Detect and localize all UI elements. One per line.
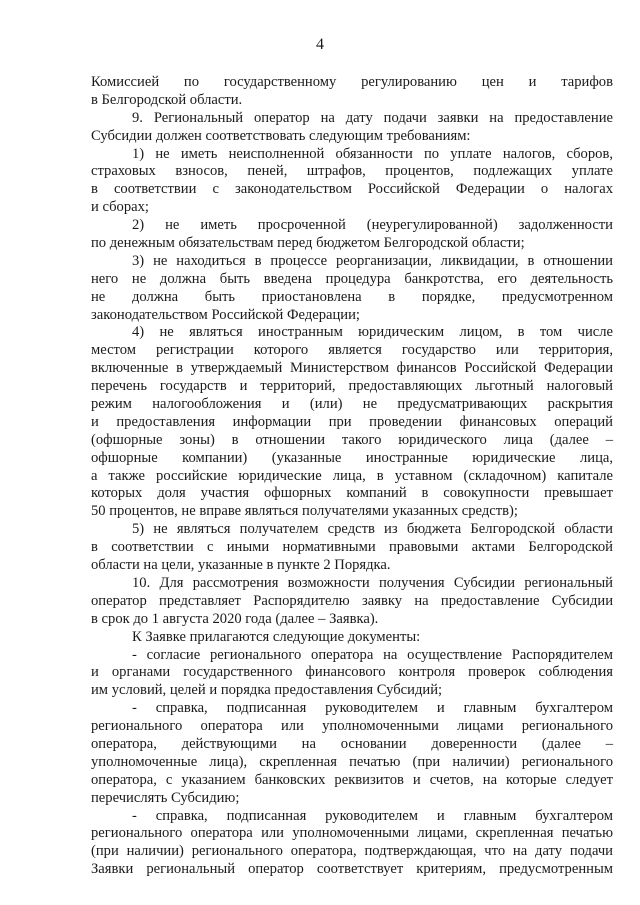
text-line: перечислять Субсидию; — [91, 789, 240, 806]
text-line: а также российские юридические лица, в уставном (складочном) капитале — [91, 467, 613, 484]
text-line: не должна быть приостановлена в порядке, предусмотренном — [91, 288, 613, 305]
text-line: 10. Для рассмотрения возможности получения Субсидии региональный — [132, 574, 613, 591]
text-line: перечень государств и территорий, предоставляющих льготный налоговый — [91, 378, 613, 395]
text-line: местом регистрации которого является государство или территория, — [91, 342, 613, 359]
text-line: оператор представляет Распорядителю заявку на предоставление Субсидии — [91, 592, 613, 609]
document-body — [91, 74, 613, 879]
text-line: в соответствии с законодательством Российской Федерации о налогах — [91, 181, 613, 198]
text-line: регионального оператора или уполномоченными лицами регионального — [91, 718, 613, 735]
text-line: оператора, с указанием банковских реквизитов и счетов, на которые следует — [91, 771, 613, 788]
text-line: 5) не являться получателем средств из бюджета Белгородской области — [132, 521, 613, 538]
text-line: в Белгородской области. — [91, 91, 243, 108]
text-line: - согласие регионального оператора на осуществление Распорядителем — [132, 646, 613, 663]
text-line: которых доля участия офшорных компаний в совокупности превышает — [91, 485, 613, 502]
text-line: законодательством Российской Федерации; — [91, 306, 360, 323]
text-line: офшорные компании) (указанные иностранные юридические лица, — [91, 449, 613, 466]
text-line: и сборах; — [91, 199, 149, 216]
text-line: - справка, подписанная руководителем и главным бухгалтером — [132, 700, 613, 717]
text-line: по денежным обязательствам перед бюджетом Белгородской области; — [91, 235, 525, 252]
text-line: - справка, подписанная руководителем и главным бухгалтером — [132, 807, 613, 824]
text-line: (офшорные зоны) в отношении такого юридического лица (далее – — [91, 431, 613, 448]
text-line: области на цели, указанные в пункте 2 Порядка. — [91, 557, 391, 574]
text-line: регионального оператора или уполномоченными лицами, скрепленная печатью — [91, 825, 613, 842]
text-line: им условий, целей и порядка предоставления Субсидий; — [91, 682, 443, 699]
text-line: Заявки региональный оператор соответствует критериям, предусмотренным — [91, 861, 613, 878]
text-line: (при наличии) регионального оператора, подтверждающая, что на дату подачи — [91, 843, 613, 860]
text-line: и предоставления информации при проведении финансовых операций — [91, 413, 613, 430]
text-line: уполномоченные лица), скрепленная печатью (при наличии) регионального — [91, 753, 613, 770]
text-line: 9. Региональный оператор на дату подачи заявки на предоставление — [132, 109, 613, 126]
text-line: 2) не иметь просроченной (неурегулированной) задолженности — [132, 217, 613, 234]
text-line: и органами государственного финансового контроля проверок соблюдения — [91, 664, 613, 681]
text-line: него не должна быть введена процедура банкротства, его деятельность — [91, 270, 613, 287]
text-line: в срок до 1 августа 2020 года (далее – Заявка). — [91, 610, 379, 627]
text-line: режим налогообложения и (или) не предусматривающих раскрытия — [91, 396, 613, 413]
page-number: 4 — [316, 36, 324, 53]
text-line: 50 процентов, не вправе являться получателями указанных средств); — [91, 503, 518, 520]
text-line: 4) не являться иностранным юридическим лицом, в том числе — [132, 324, 613, 341]
text-line: Комиссией по государственному регулированию цен и тарифов — [91, 74, 613, 90]
text-line: Субсидии должен соответствовать следующим требованиям: — [91, 127, 471, 144]
text-line: включенные в утверждаемый Министерством финансов Российской Федерации — [91, 360, 613, 377]
text-line: страховых взносов, пеней, штрафов, процентов, подлежащих уплате — [91, 163, 613, 180]
text-line: в соответствии с иными нормативными правовыми актами Белгородской — [91, 539, 613, 556]
text-line: 1) не иметь неисполненной обязанности по уплате налогов, сборов, — [132, 145, 613, 162]
text-line: 3) не находиться в процессе реорганизации, ликвидации, в отношении — [132, 252, 613, 269]
text-line: оператора, действующими на основании доверенности (далее – — [91, 735, 613, 752]
text-line: К Заявке прилагаются следующие документы: — [132, 628, 421, 645]
